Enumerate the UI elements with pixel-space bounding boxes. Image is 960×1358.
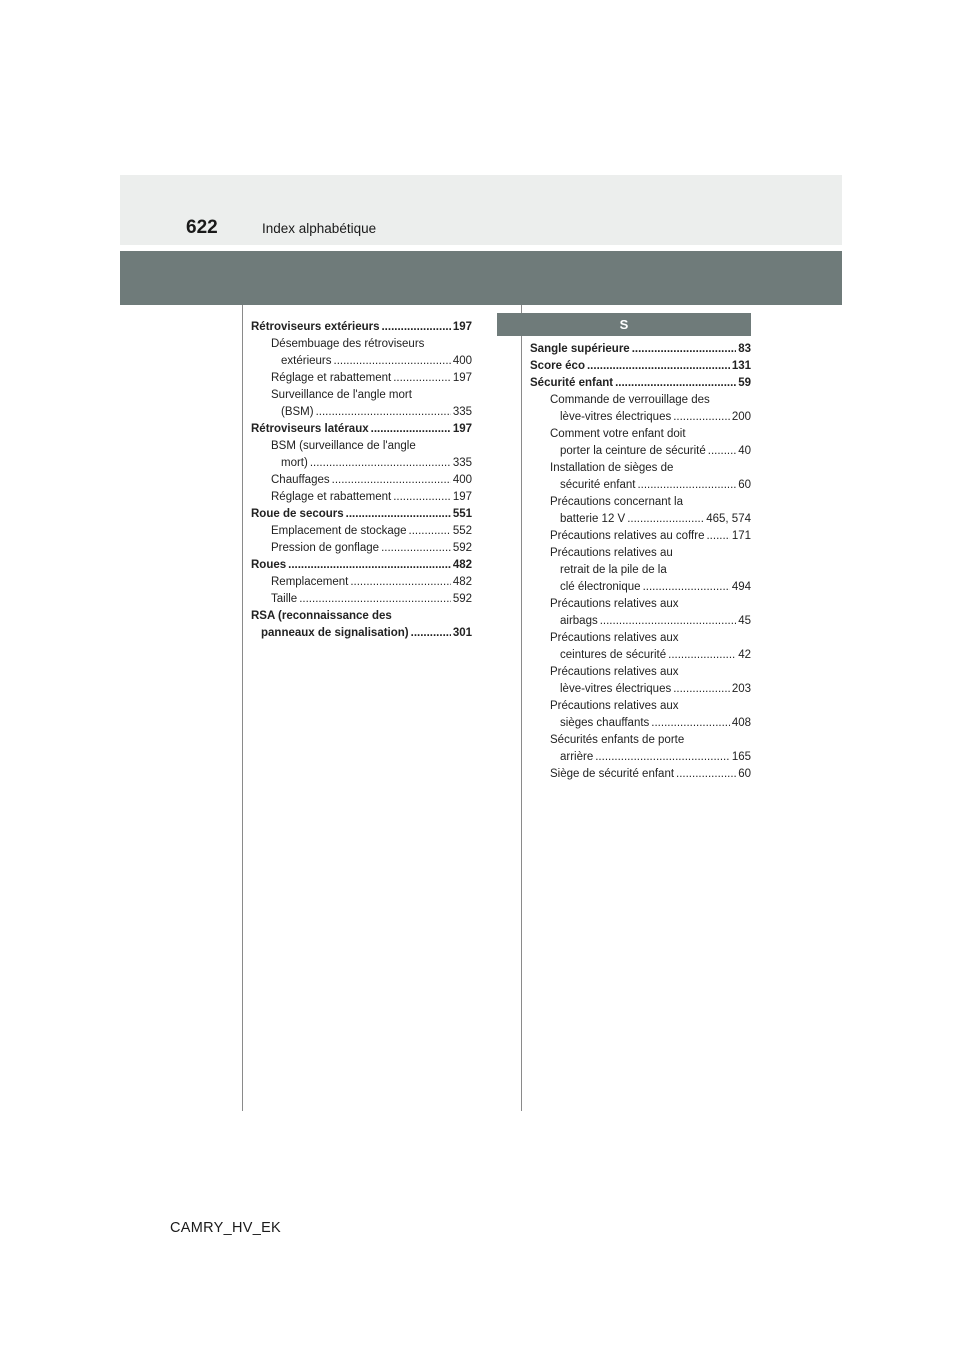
index-entry[interactable]: Réglage et rabattement ..... 197 [251,370,472,387]
index-entry[interactable]: Précautions relatives au coffre ..... 171 [530,528,751,545]
index-entry-line: Précautions relatives aux [550,632,679,644]
index-column-right [530,341,751,783]
index-entry-line: Précautions relatives aux [550,666,679,678]
index-entry-line: Commande de verrouillage des [550,394,710,406]
column-divider-right [521,305,522,1111]
index-entry[interactable]: Sécurité enfant ..... 59 [530,375,751,392]
index-entry-line: Comment votre enfant doit [550,428,686,440]
index-entry-line: BSM (surveillance de l'angle [271,440,416,452]
index-entry[interactable]: batterie 12 V ..... 465, 574 [530,511,751,528]
index-entry-line: Précautions concernant la [550,496,683,508]
index-entry[interactable]: Score éco ..... 131 [530,358,751,375]
index-entry[interactable]: Roue de secours ..... 551 [251,506,472,523]
index-entry-line: Désembuage des rétroviseurs [271,338,425,350]
index-entry[interactable]: Remplacement ..... 482 [251,574,472,591]
index-entry-line: retrait de la pile de la [560,564,667,576]
index-entry[interactable]: Siège de sécurité enfant ..... 60 [530,766,751,783]
index-entry-line: Précautions relatives au [550,547,673,559]
index-entry[interactable]: Sangle supérieure ..... 83 [530,341,751,358]
page-number: 622 [186,217,218,238]
section-title: Index alphabétique [262,221,377,236]
index-entry-line: Sécurités enfants de porte [550,734,685,746]
document-code: CAMRY_HV_EK [170,1220,282,1236]
index-entry[interactable]: Emplacement de stockage ..... 552 [251,523,472,540]
section-letter-bar: S [497,313,751,336]
index-entry-line: Précautions relatives aux [550,598,679,610]
index-entry[interactable]: Taille ..... 592 [251,591,472,608]
index-entry[interactable]: panneaux de signalisation) ..... 301 [251,625,472,642]
index-entry[interactable]: lève-vitres électriques ..... 203 [530,681,751,698]
index-entry[interactable]: arrière ..... 165 [530,749,751,766]
index-entry[interactable]: airbags ..... 45 [530,613,751,630]
index-entry[interactable]: sièges chauffants ..... 408 [530,715,751,732]
index-entry[interactable]: (BSM) ..... 335 [251,404,472,421]
index-entry[interactable]: sécurité enfant ..... 60 [530,477,751,494]
index-entry[interactable]: Rétroviseurs extérieurs ..... 197 [251,319,472,336]
column-divider-left [242,305,243,1111]
index-entry-line: RSA (reconnaissance des [251,610,392,622]
header-band [120,175,842,245]
index-entry[interactable]: Réglage et rabattement ..... 197 [251,489,472,506]
index-entry[interactable]: Chauffages ..... 400 [251,472,472,489]
index-entry[interactable]: clé électronique ..... 494 [530,579,751,596]
header-dark-band [120,251,842,305]
index-entry[interactable]: ceintures de sécurité ..... 42 [530,647,751,664]
index-entry[interactable]: mort) ..... 335 [251,455,472,472]
index-entry[interactable]: Roues ..... 482 [251,557,472,574]
index-column-left [251,319,472,642]
index-entry[interactable]: extérieurs ..... 400 [251,353,472,370]
index-entry[interactable]: Rétroviseurs latéraux ..... 197 [251,421,472,438]
index-entry-line: Surveillance de l'angle mort [271,389,412,401]
index-entry[interactable]: lève-vitres électriques ..... 200 [530,409,751,426]
index-entry[interactable]: porter la ceinture de sécurité ..... 40 [530,443,751,460]
index-entry[interactable]: Pression de gonflage ..... 592 [251,540,472,557]
index-entry-line: Précautions relatives aux [550,700,679,712]
index-entry-line: Installation de sièges de [550,462,674,474]
